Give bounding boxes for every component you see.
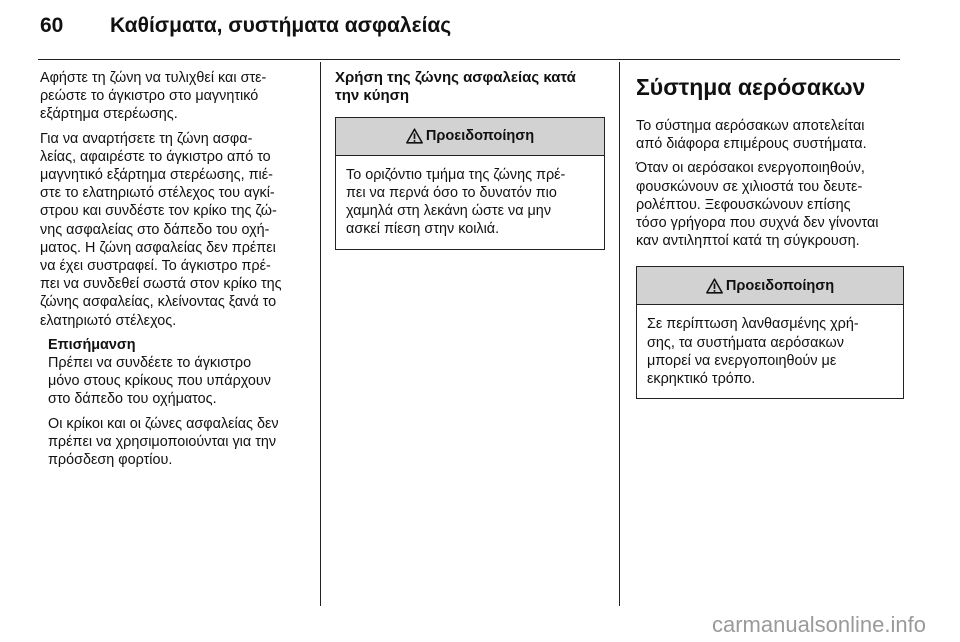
warning-header — [336, 118, 604, 156]
paragraph-stow-belt: Αφήστε τη ζώνη να τυλιχθεί και στε- ρεώστε το άγκιστρο στο μαγνητικό εξάρτημα στερέωσης. — [40, 70, 267, 123]
warning-title: Προειδοποίηση — [725, 277, 835, 294]
note-paragraph-2: Οι κρίκοι και οι ζώνες ασφαλείας δεν πρέπει να χρησιμοποιούνται για την πρόσδεση φορτίου. — [48, 415, 279, 469]
note-title: Επισήμανση — [48, 336, 136, 353]
watermark: carmanualsonline.info — [711, 612, 926, 637]
paragraph-airbag-system: Το σύστημα αερόσακων αποτελείται από διάφορα επιμέρους συστήματα. — [636, 118, 867, 153]
page-header — [40, 14, 451, 46]
column-2 — [335, 69, 605, 266]
page-number: 60 — [40, 14, 64, 37]
note-block — [48, 336, 308, 469]
paragraph-airbag-inflation: Όταν οι αερόσακοι ενεργοποιηθούν, φουσκώνουν σε χιλιοστά του δευτε- ρολέπτου. Ξεφουσκώνουν επίσης τόσο γρήγορα που συχνά δεν γίνονται καν αντιληπτοί κατά τη σύγκρουση. — [636, 160, 879, 250]
column-3 — [636, 69, 904, 415]
column-divider-1 — [320, 62, 321, 606]
warning-text: Το οριζόντιο τμήμα της ζώνης πρέ- πει να περνά όσο το δυνατόν πιο χαμηλά στη λεκάνη ώστε να μην ασκεί πίεση στην κοιλιά. — [346, 166, 566, 238]
column-1 — [40, 69, 308, 475]
warning-box-pregnancy — [335, 117, 605, 250]
warning-box-airbags — [636, 266, 904, 399]
paragraph-attach-belt: Για να αναρτήσετε τη ζώνη ασφα- λείας, αφαιρέστε το άγκιστρο από το μαγνητικό εξάρτημα στερέωσης, πιέ- στε το ελατηριωτό στέλεχος του αγκί- στρου και συνδέστε τον κρίκο της ζώ- νης ασφαλείας στο δάπεδο του οχή- ματος. Η ζώνη ασφαλείας δεν πρέπει να έχει συστραφεί. Το άγκιστρο πρέ- πει να συνδεθεί σωστά στον κρίκο της ζώνης ασφαλείας, κλείνοντας ξανά το ελατηριωτό στέλεχος. — [40, 130, 282, 329]
column-divider-2 — [619, 62, 620, 606]
warning-header — [637, 267, 903, 305]
warning-triangle-icon — [406, 128, 423, 144]
header-divider — [38, 59, 900, 60]
warning-text: Σε περίπτωση λανθασμένης χρή- σης, τα συστήματα αερόσακων μπορεί να ενεργοποιηθούν με εκρηκτικό τρόπο. — [647, 316, 859, 388]
warning-title: Προειδοποίηση — [425, 128, 535, 145]
page-title: Καθίσματα, συστήματα ασφαλείας — [110, 14, 452, 37]
note-paragraph-1: Πρέπει να συνδέετε το άγκιστρο μόνο στους κρίκους που υπάρχουν στο δάπεδο του οχήματος. — [48, 355, 271, 408]
section-heading-pregnancy: Χρήση της ζώνης ασφαλείας κατά την κύηση — [335, 69, 576, 105]
section-heading-airbags: Σύστημα αερόσακων — [636, 74, 866, 100]
warning-triangle-icon — [706, 278, 723, 294]
